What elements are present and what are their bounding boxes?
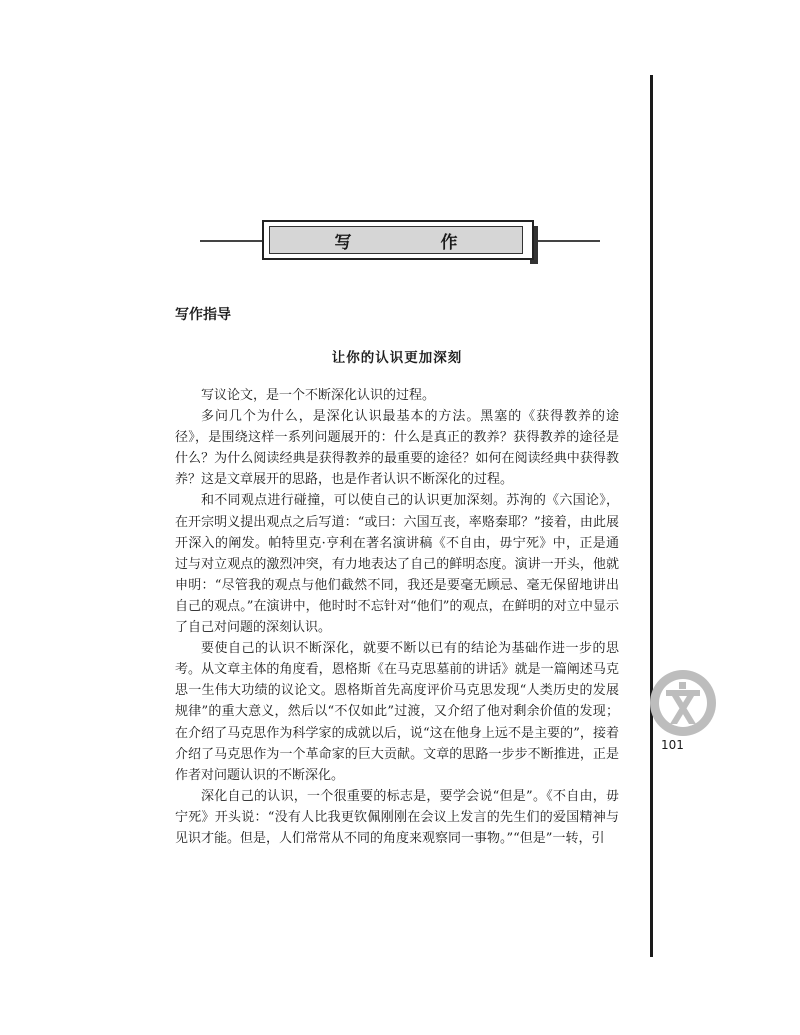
paragraph: 和不同观点进行碰撞，可以使自己的认识更加深刻。苏洵的《六国论》，在开宗明义提出观点之后写道：“或曰：六国互丧，率赂秦耶？”接着，由此展开深入的阐发。帕特里克·亨利在著名演讲稿《不自由，毋宁死》中，正是通过与对立观点的激烈冲突，有力地表达了自己的鲜明态度。演讲一开头，他就申明：“尽管我的观点与他们截然不同，我还是要毫无顾忌、毫无保留地讲出自己的观点。”在演讲中，他时时不忘针对“他们”的观点，在鲜明的对立中显示了自己对问题的深刻认识。 (175, 493, 619, 636)
page-number: 101 (661, 738, 684, 752)
margin-rule (650, 75, 653, 957)
guide-label: 写作指导 (175, 307, 231, 323)
article-body (175, 385, 619, 849)
article-title: 让你的认识更加深刻 (331, 350, 463, 366)
header-box (262, 220, 534, 260)
paragraph: 深化自己的认识，一个很重要的标志是，要学会说“但是”。《不自由，毋宁死》开头说：“没有人比我更钦佩刚刚在会议上发言的先生们的爱国精神与见识才能。但是，人们常常从不同的角度来观察同一事物。”“但是”一转，引 (175, 788, 619, 846)
section-title: 写 作 (269, 226, 523, 254)
wen-emblem-icon (648, 668, 718, 738)
header-rule-right (538, 240, 600, 242)
paragraph: 多问几个为什么，是深化认识最基本的方法。黑塞的《获得教养的途径》，是围绕这样一系列问题展开的：什么是真正的教养？获得教养的途径是什么？为什么阅读经典是获得教养的最重要的途径？如何在阅读经典中获得教养？这是文章展开的思路，也是作者认识不断深化的过程。 (175, 409, 619, 488)
paragraph: 要使自己的认识不断深化，就要不断以已有的结论为基础作进一步的思考。从文章主体的角度看，恩格斯《在马克思墓前的讲话》就是一篇阐述马克思一生伟大功绩的议论文。恩格斯首先高度评价马克思发现“人类历史的发展规律”的重大意义，然后以“不仅如此”过渡，又介绍了他对剩余价值的发现；在介绍了马克思作为科学家的成就以后，说“这在他身上远不是主要的”，接着介绍了马克思作为一个革命家的巨大贡献。文章的思路一步步不断推进，正是作者对问题认识的不断深化。 (175, 641, 619, 783)
paragraph: 写议论文，是一个不断深化认识的过程。 (201, 388, 436, 403)
header-rule-left (200, 240, 262, 242)
section-header (200, 218, 600, 266)
